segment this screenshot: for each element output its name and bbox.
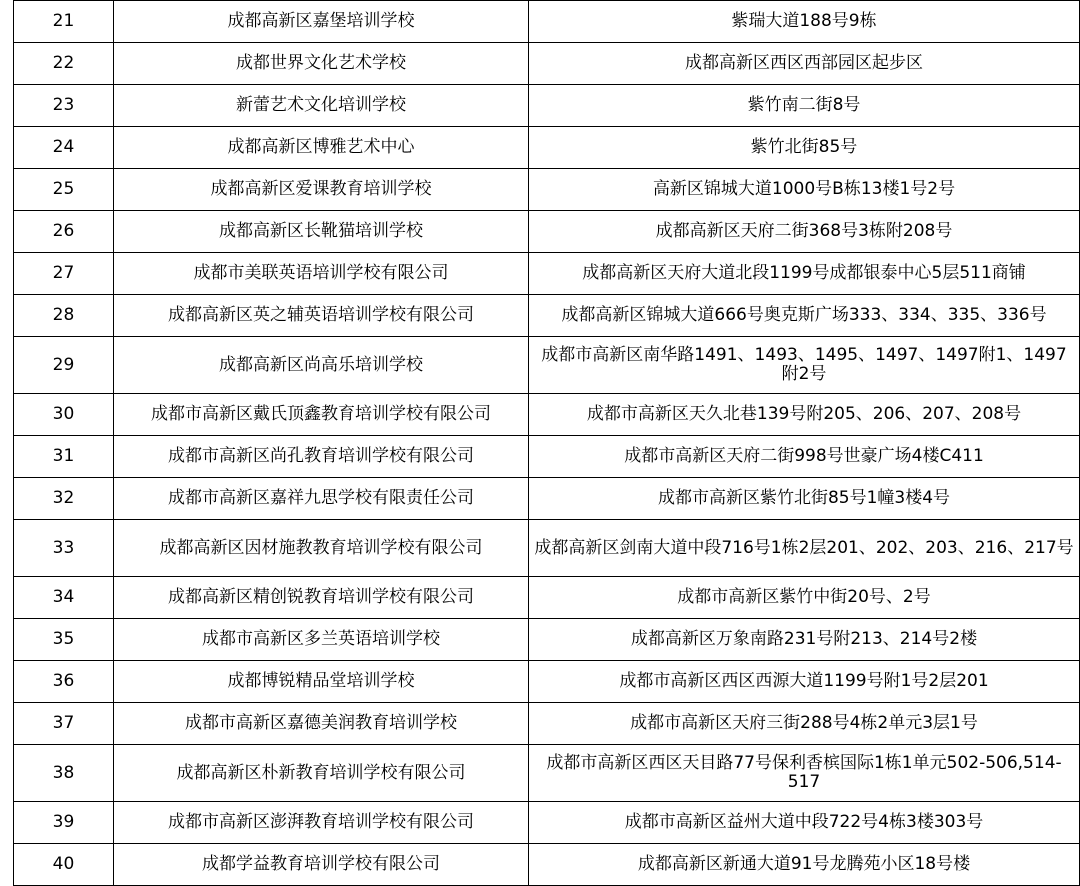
school-address: 成都市高新区西区天目路77号保利香槟国际1栋1单元502-506,514-517	[529, 745, 1080, 802]
school-address: 成都市高新区天久北巷139号附205、206、207、208号	[529, 394, 1080, 436]
row-number: 21	[14, 1, 114, 43]
row-number: 29	[14, 337, 114, 394]
school-address: 成都市高新区西区西源大道1199号附1号2层201	[529, 661, 1080, 703]
school-address: 成都市高新区天府三街288号4栋2单元3层1号	[529, 703, 1080, 745]
table-row	[14, 43, 1080, 85]
row-number: 24	[14, 127, 114, 169]
school-name: 成都市高新区尚孔教育培训学校有限公司	[114, 436, 529, 478]
row-number: 33	[14, 520, 114, 577]
school-name: 成都高新区朴新教育培训学校有限公司	[114, 745, 529, 802]
row-number: 40	[14, 844, 114, 886]
school-name: 成都高新区嘉堡培训学校	[114, 1, 529, 43]
school-name: 成都学益教育培训学校有限公司	[114, 844, 529, 886]
row-number: 26	[14, 211, 114, 253]
table-row	[14, 295, 1080, 337]
school-name: 成都高新区因材施教教育培训学校有限公司	[114, 520, 529, 577]
row-number: 39	[14, 802, 114, 844]
row-number: 32	[14, 478, 114, 520]
school-name: 成都市高新区澎湃教育培训学校有限公司	[114, 802, 529, 844]
row-number: 22	[14, 43, 114, 85]
school-address: 紫瑞大道188号9栋	[529, 1, 1080, 43]
school-address: 成都市高新区南华路1491、1493、1495、1497、1497附1、1497附2号	[529, 337, 1080, 394]
row-number: 34	[14, 577, 114, 619]
school-name: 成都博锐精品堂培训学校	[114, 661, 529, 703]
school-address: 高新区锦城大道1000号B栋13楼1号2号	[529, 169, 1080, 211]
table-row	[14, 802, 1080, 844]
school-name: 成都高新区英之辅英语培训学校有限公司	[114, 295, 529, 337]
row-number: 37	[14, 703, 114, 745]
table-row	[14, 337, 1080, 394]
school-address: 成都高新区天府大道北段1199号成都银泰中心5层511商铺	[529, 253, 1080, 295]
school-name: 成都高新区尚高乐培训学校	[114, 337, 529, 394]
table-row	[14, 520, 1080, 577]
school-address: 紫竹北街85号	[529, 127, 1080, 169]
row-number: 27	[14, 253, 114, 295]
school-name: 成都市高新区嘉德美润教育培训学校	[114, 703, 529, 745]
table-row	[14, 577, 1080, 619]
row-number: 31	[14, 436, 114, 478]
school-name: 新蕾艺术文化培训学校	[114, 85, 529, 127]
school-address: 成都市高新区天府二街998号世豪广场4楼C411	[529, 436, 1080, 478]
school-name: 成都市高新区多兰英语培训学校	[114, 619, 529, 661]
school-address: 成都高新区剑南大道中段716号1栋2层201、202、203、216、217号	[529, 520, 1080, 577]
row-number: 23	[14, 85, 114, 127]
school-name: 成都高新区精创锐教育培训学校有限公司	[114, 577, 529, 619]
row-number: 25	[14, 169, 114, 211]
table-row	[14, 169, 1080, 211]
table-row	[14, 745, 1080, 802]
table-row	[14, 478, 1080, 520]
table-row	[14, 1, 1080, 43]
school-address: 成都市高新区紫竹中街20号、2号	[529, 577, 1080, 619]
school-name: 成都高新区爱课教育培训学校	[114, 169, 529, 211]
school-name: 成都世界文化艺术学校	[114, 43, 529, 85]
row-number: 38	[14, 745, 114, 802]
school-name: 成都市美联英语培训学校有限公司	[114, 253, 529, 295]
school-address: 成都高新区锦城大道666号奥克斯广场333、334、335、336号	[529, 295, 1080, 337]
school-address: 成都高新区万象南路231号附213、214号2楼	[529, 619, 1080, 661]
school-address: 成都市高新区益州大道中段722号4栋3楼303号	[529, 802, 1080, 844]
school-name: 成都市高新区嘉祥九思学校有限责任公司	[114, 478, 529, 520]
school-address: 成都高新区西区西部园区起步区	[529, 43, 1080, 85]
school-name: 成都市高新区戴氏顶鑫教育培训学校有限公司	[114, 394, 529, 436]
row-number: 30	[14, 394, 114, 436]
table-row	[14, 85, 1080, 127]
school-address: 成都市高新区紫竹北街85号1幢3楼4号	[529, 478, 1080, 520]
row-number: 36	[14, 661, 114, 703]
table-row	[14, 211, 1080, 253]
row-number: 28	[14, 295, 114, 337]
school-address: 成都高新区新通大道91号龙腾苑小区18号楼	[529, 844, 1080, 886]
school-address: 成都高新区天府二街368号3栋附208号	[529, 211, 1080, 253]
table-row	[14, 844, 1080, 886]
table-row	[14, 661, 1080, 703]
school-name: 成都高新区博雅艺术中心	[114, 127, 529, 169]
school-address: 紫竹南二街8号	[529, 85, 1080, 127]
table-row	[14, 394, 1080, 436]
row-number: 35	[14, 619, 114, 661]
school-name: 成都高新区长靴猫培训学校	[114, 211, 529, 253]
table-row	[14, 436, 1080, 478]
table-row	[14, 253, 1080, 295]
table-row	[14, 703, 1080, 745]
table-row	[14, 127, 1080, 169]
table-row	[14, 619, 1080, 661]
school-list-table	[13, 0, 1080, 886]
